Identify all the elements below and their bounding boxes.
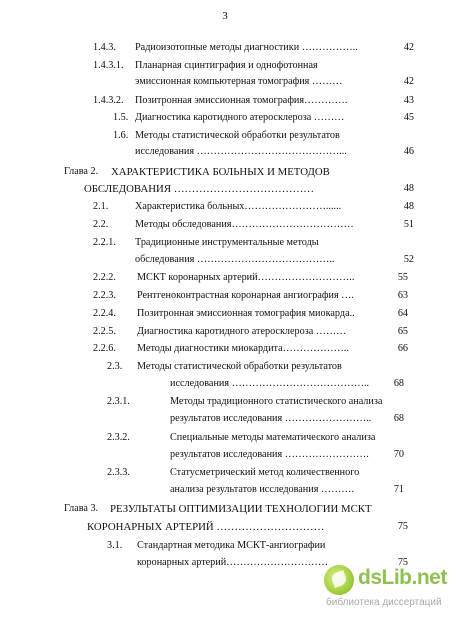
watermark-brand: dsLib.net — [358, 566, 447, 589]
toc-title-continued: эмиссионная компьютерная томография ……… — [135, 76, 343, 87]
toc-page: 42 — [403, 42, 414, 53]
toc-title: Методы обследования……………………………… — [135, 219, 354, 230]
toc-number: 1.4.3. — [93, 42, 116, 53]
toc-title-continued: результатов исследования …………………….. — [170, 413, 372, 424]
toc-page: 43 — [403, 95, 414, 106]
toc-page: 75 — [397, 557, 408, 568]
toc-title: Статусметрический метод количественного — [170, 467, 360, 478]
toc-number: 2.2.4. — [93, 308, 116, 319]
chapter-number: Глава 2. — [64, 166, 99, 177]
toc-page: 51 — [403, 219, 414, 230]
toc-title: Специальные методы математического анализа — [170, 432, 376, 443]
toc-title-continued: коронарных артерий………………………… — [137, 557, 329, 568]
toc-page: 70 — [393, 449, 404, 460]
toc-number: 1.4.3.2. — [93, 95, 124, 106]
toc-title: Диагностика каротидного атеросклероза ……… — [135, 112, 345, 123]
chapter-number: Глава 3. — [64, 503, 99, 514]
toc-number: 2.1. — [93, 201, 109, 212]
toc-title-continued: результатов исследования ……………………. — [170, 449, 369, 460]
page-number: 3 — [222, 10, 228, 22]
toc-title: Планарная сцинтиграфия и однофотонная — [135, 60, 318, 71]
toc-title-continued: обследования ………………………………….. — [135, 254, 335, 265]
toc-page: 75 — [397, 521, 408, 532]
chapter-title: ХАРАКТЕРИСТИКА БОЛЬНЫХ И МЕТОДОВ — [111, 166, 330, 178]
watermark-logo — [324, 565, 447, 611]
toc-title: Методы статистической обработки результатов — [135, 130, 340, 141]
toc-title-continued: анализа результатов исследования ………. — [170, 484, 355, 495]
chapter-title: РЕЗУЛЬТАТЫ ОПТИМИЗАЦИИ ТЕХНОЛОГИИ МСКТ — [110, 503, 372, 515]
toc-title: Стандартная методика МСКТ-ангиографии — [137, 540, 326, 551]
toc-page: 65 — [397, 326, 408, 337]
toc-page: 48 — [403, 183, 414, 194]
toc-title: Характеристика больных……………………...... — [135, 201, 342, 212]
toc-number: 2.2.6. — [93, 343, 116, 354]
toc-number: 2.2.2. — [93, 272, 116, 283]
toc-page: 46 — [403, 146, 414, 157]
toc-number: 2.3. — [107, 361, 123, 372]
toc-number: 1.4.3.1. — [93, 60, 124, 71]
toc-title: Методы статистической обработки результатов — [137, 361, 342, 372]
toc-number: 2.2.3. — [93, 290, 116, 301]
toc-title: Методы диагностики миокардита……………….. — [137, 343, 349, 354]
toc-page: 68 — [393, 413, 404, 424]
toc-page: 55 — [397, 272, 408, 283]
toc-title: МСКТ коронарных артерий……………………….. — [137, 272, 355, 283]
toc-page: 71 — [393, 484, 404, 495]
toc-page: 66 — [397, 343, 408, 354]
watermark-tagline: библиотека диссертаций — [326, 597, 442, 608]
toc-page: 48 — [403, 201, 414, 212]
toc-page: 64 — [397, 308, 408, 319]
toc-number: 2.2. — [93, 219, 109, 230]
toc-title: Методы традиционного статистического анализа — [170, 396, 383, 407]
toc-number: 1.6. — [113, 130, 129, 141]
toc-number: 2.3.3. — [107, 467, 130, 478]
chapter-title-continued: КОРОНАРНЫХ АРТЕРИЙ ………………………… — [87, 521, 325, 533]
toc-page: 42 — [403, 76, 414, 87]
toc-page: 45 — [403, 112, 414, 123]
toc-number: 3.1. — [107, 540, 123, 551]
toc-title: Позитронная эмиссионная томография миокарда.. — [137, 308, 355, 319]
toc-title: Диагностика каротидного атеросклероза ……… — [137, 326, 347, 337]
toc-page: 68 — [393, 378, 404, 389]
toc-number: 2.3.2. — [107, 432, 130, 443]
toc-number: 2.2.5. — [93, 326, 116, 337]
toc-title: Рентгеноконтрастная коронарная ангиография …. — [137, 290, 354, 301]
toc-title: Радиоизотопные методы диагностики …………….. — [135, 42, 358, 53]
toc-number: 2.3.1. — [107, 396, 130, 407]
toc-title: Позитронная эмиссионная томография…………. — [135, 95, 348, 106]
toc-title-continued: исследования ……………………………………... — [135, 146, 347, 157]
chapter-title-continued: ОБСЛЕДОВАНИЯ ………………………………… — [84, 183, 315, 195]
toc-page: 52 — [403, 254, 414, 265]
toc-number: 1.5. — [113, 112, 129, 123]
toc-number: 2.2.1. — [93, 237, 116, 248]
toc-title: Традиционные инструментальные методы — [135, 237, 319, 248]
toc-page: 63 — [397, 290, 408, 301]
toc-title-continued: исследования ………………………………….. — [170, 378, 370, 389]
